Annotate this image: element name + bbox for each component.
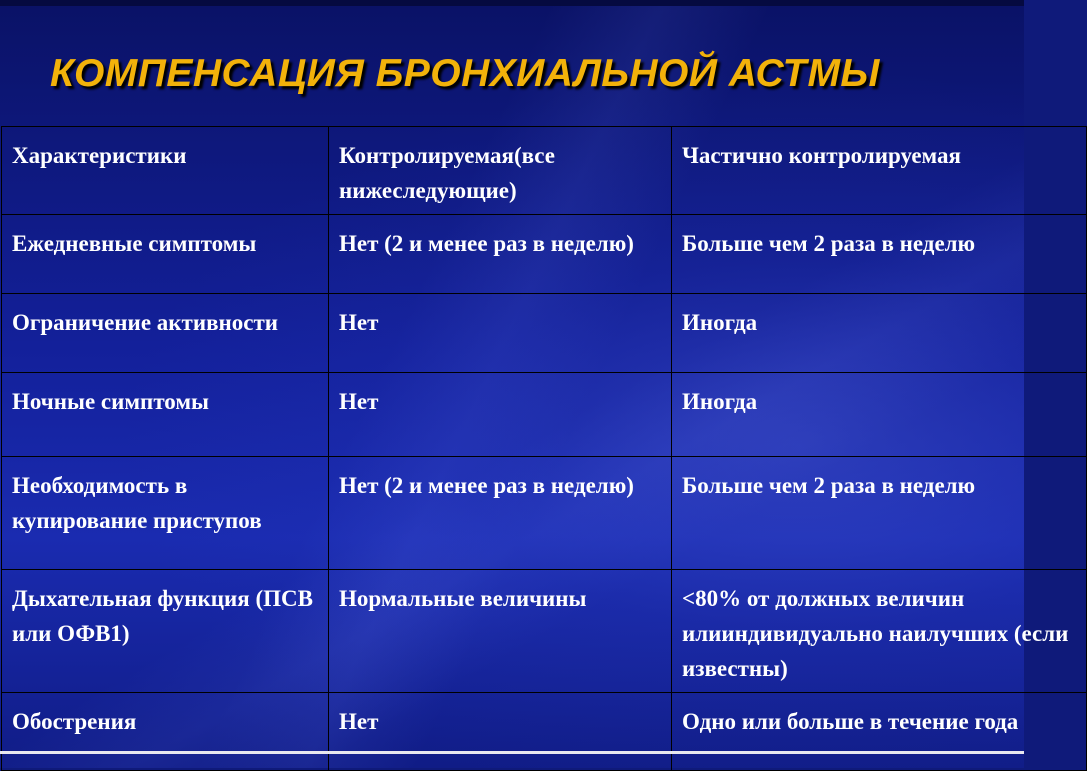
header-partially-controlled: Частично контролируемая bbox=[672, 127, 1087, 215]
table-row bbox=[2, 570, 1087, 693]
row-characteristic: Обострения bbox=[2, 693, 329, 771]
row-partial-value: Больше чем 2 раза в неделю bbox=[672, 457, 1087, 570]
row-controlled-value: Нет bbox=[329, 373, 672, 457]
row-partial-value: Одно или больше в течение года bbox=[672, 693, 1087, 771]
row-partial-value: <80% от должных величин илииндивидуально наилучших (если известны) bbox=[672, 570, 1087, 693]
table-row bbox=[2, 373, 1087, 457]
asthma-control-table-wrapper bbox=[1, 126, 1069, 771]
row-controlled-value: Нормальные величины bbox=[329, 570, 672, 693]
table-row bbox=[2, 693, 1087, 771]
table-row bbox=[2, 294, 1087, 373]
asthma-control-table bbox=[1, 126, 1087, 771]
row-characteristic: Ночные симптомы bbox=[2, 373, 329, 457]
row-partial-value: Иногда bbox=[672, 294, 1087, 373]
row-characteristic: Дыхательная функция (ПСВ или ОФВ1) bbox=[2, 570, 329, 693]
row-controlled-value: Нет bbox=[329, 693, 672, 771]
row-partial-value: Больше чем 2 раза в неделю bbox=[672, 215, 1087, 294]
row-controlled-value: Нет bbox=[329, 294, 672, 373]
slide-title: КОМПЕНСАЦИЯ БРОНХИАЛЬНОЙ АСТМЫ bbox=[50, 52, 880, 95]
header-controlled: Контролируемая(все нижеследующие) bbox=[329, 127, 672, 215]
bottom-rule bbox=[0, 751, 1024, 754]
top-strip bbox=[0, 0, 1024, 6]
row-controlled-value: Нет (2 и менее раз в неделю) bbox=[329, 215, 672, 294]
row-partial-value: Иногда bbox=[672, 373, 1087, 457]
row-characteristic: Ограничение активности bbox=[2, 294, 329, 373]
row-characteristic: Необходимость в купирование приступов bbox=[2, 457, 329, 570]
table-row bbox=[2, 457, 1087, 570]
row-controlled-value: Нет (2 и менее раз в неделю) bbox=[329, 457, 672, 570]
table-row bbox=[2, 215, 1087, 294]
row-characteristic: Ежедневные симптомы bbox=[2, 215, 329, 294]
header-characteristics: Характеристики bbox=[2, 127, 329, 215]
header-row bbox=[2, 127, 1087, 215]
